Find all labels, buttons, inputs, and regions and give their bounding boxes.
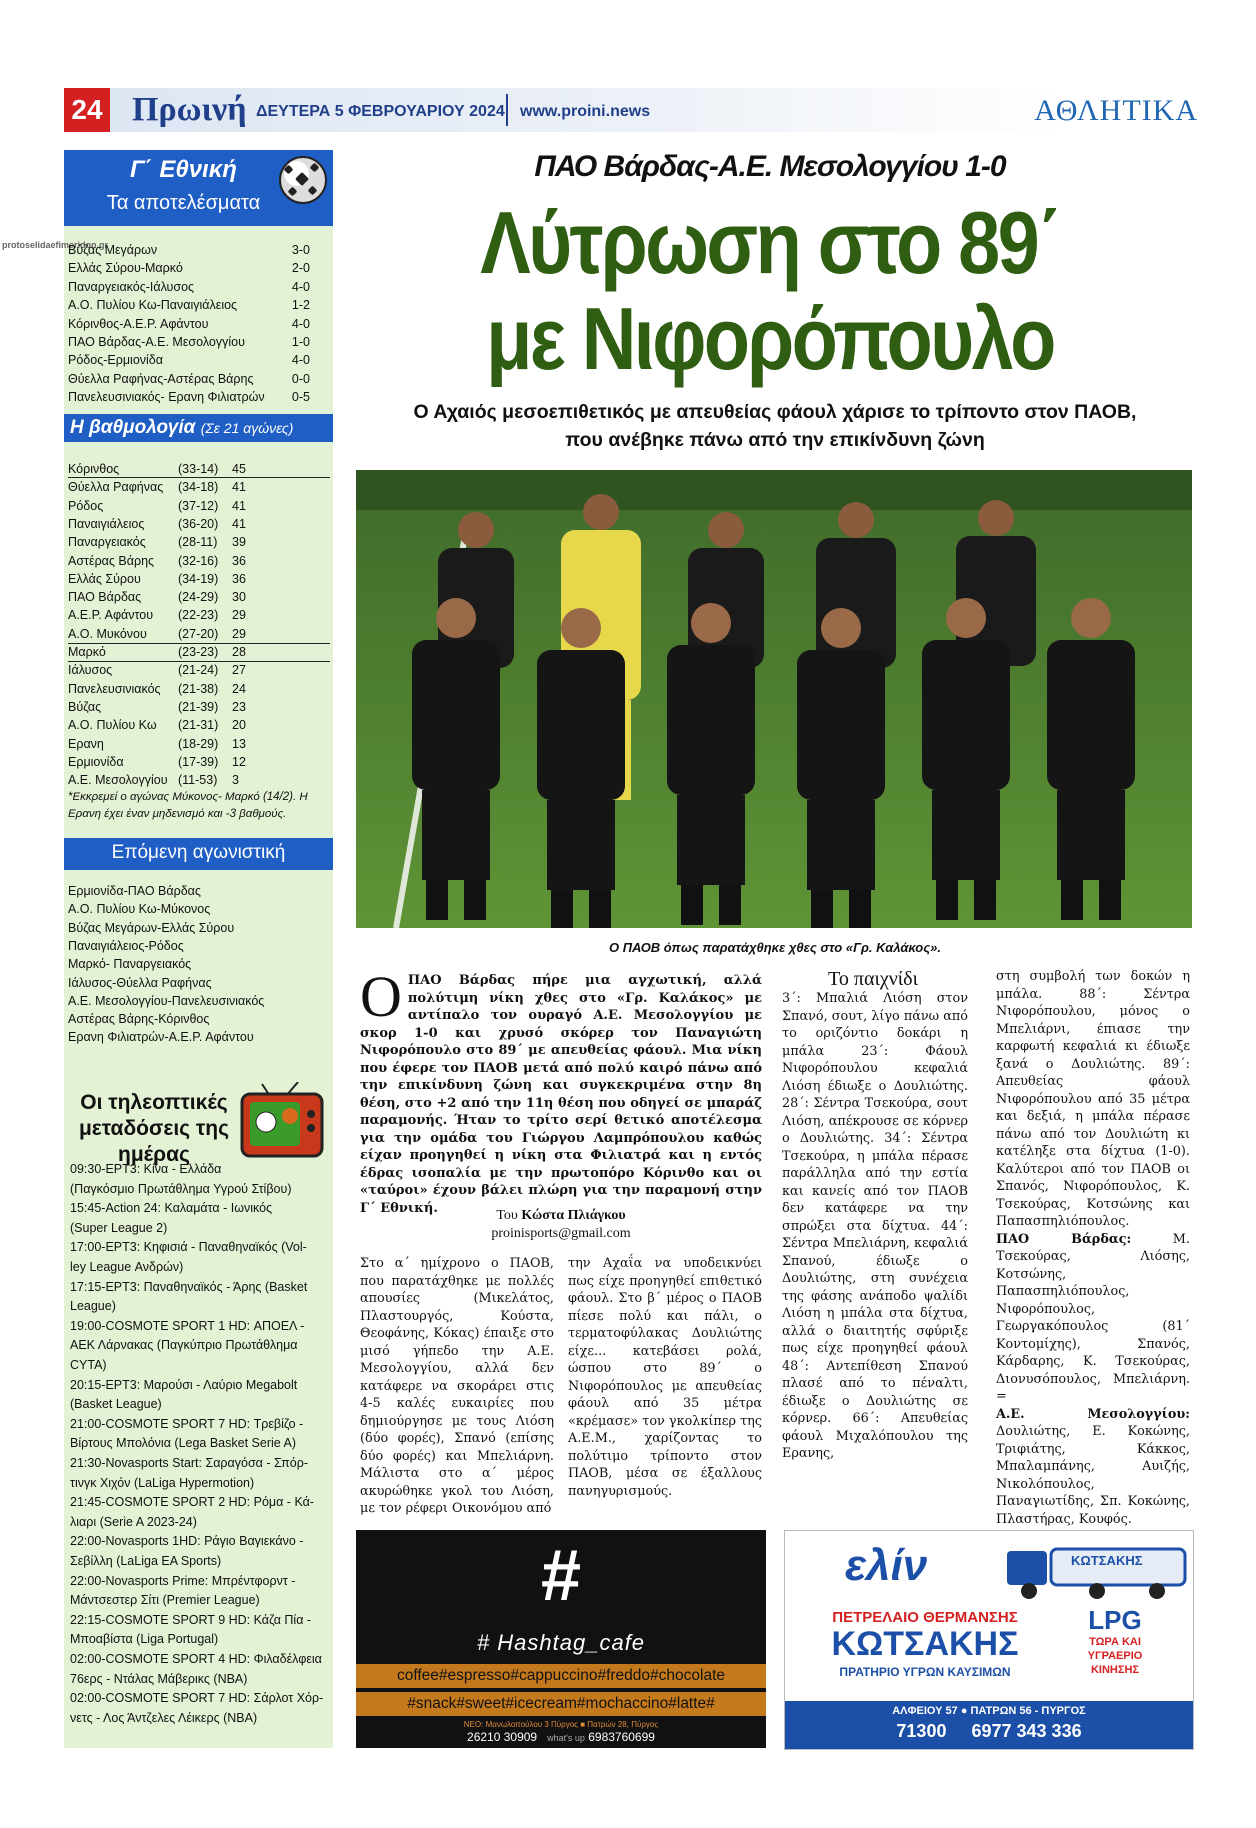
tv-listing-line: ΑΕΚ Λάρνακας (Παγκύπριο Πρωτάθλημα — [70, 1338, 298, 1353]
result-match: Α.Ο. Πυλίου Κω-Παναιγιάλειος — [68, 298, 238, 313]
subhead-line-2: που ανέβηκε πάνω από την επικίνδυνη ζώνη — [565, 429, 985, 451]
fuel-company: ΚΩΤΣΑΚΗΣ — [831, 1625, 1019, 1663]
next-round-title: Επόμενη αγωνιστική — [111, 842, 286, 863]
headline-line-2: με Νιφορόπουλο — [486, 289, 1054, 388]
body-column-2: την Αχαΐα να υποδεικνύει πως είχε προηγηθεί επιθετικό φάουλ. Στο β΄ μέρος ο ΠΑΟΒ πίεσε πολύ και πάλι, ο τερματοφύλακας Δουλιώτης είχε... κατεβάσει ρολά, ώσπου στο 89΄ ο Νιφορόπουλος με απευθείας φάουλ από 35 μέτρα «κρέμασε» τον γκολκίπερ της Α.Ε.Μ., χαρίζοντας το πολύτιμο τρίποντο στον ΠΑΟΒ, μέσα σε έξαλλους πανηγυρισμούς. — [568, 1256, 762, 1499]
team-points: 36 — [232, 571, 246, 586]
fuel-phone-1: 71300 — [896, 1721, 947, 1741]
byline-author: Κώστα Πλιάγκου — [521, 1208, 626, 1223]
fuel-phone-2: 6977 343 336 — [971, 1721, 1082, 1741]
fixture-item: Α.Ε. Μεσολογγίου-Πανελευσινιακός — [68, 993, 265, 1008]
team-points: 45 — [232, 462, 246, 476]
team-points: 27 — [232, 663, 246, 678]
team-points: 12 — [232, 754, 246, 769]
fixture-item: Ερμιονίδα-ΠΑΟ Βάρδας — [68, 884, 201, 898]
goal-record: (34-19) — [178, 571, 219, 586]
league-header — [64, 150, 333, 226]
team-points: 13 — [232, 736, 246, 751]
standings-divider — [68, 661, 330, 662]
result-row — [68, 241, 310, 259]
newspaper-brand: Πρωινή — [132, 91, 247, 128]
result-match: Θύελλα Ραφήνας-Αστέρας Βάρης — [68, 371, 254, 386]
goal-record: (28-11) — [178, 535, 218, 550]
article-subhead — [370, 398, 1180, 454]
lineup-away-label: Α.Ε. Μεσολογγίου: — [996, 1406, 1190, 1422]
tv-listing-line: Βίρτους Μπολόνια (Lega Basket Serie A) — [70, 1436, 297, 1451]
tv-title: Οι τηλεοπτικές μεταδόσεις της ημέρας — [78, 1091, 230, 1166]
goal-record: (21-31) — [178, 718, 219, 733]
result-score: 2-0 — [291, 261, 310, 276]
result-match: ΠΑΟ Βάρδας-Α.Ε. Μεσολογγίου — [68, 335, 245, 349]
result-row — [68, 351, 310, 369]
goal-record: (36-20) — [178, 516, 219, 531]
cafe-name: # Hashtag_cafe — [476, 1630, 646, 1655]
standings-divider — [68, 643, 330, 644]
goal-record: (33-14) — [178, 462, 219, 476]
team-name: Αστέρας Βάρης — [68, 553, 155, 568]
cafe-mobile-label: what's up — [547, 1733, 585, 1743]
team-points: 41 — [232, 498, 246, 513]
team-name: Βύζας — [68, 699, 102, 714]
lineup-home-label: ΠΑΟ Βάρδας: — [996, 1231, 1132, 1247]
tv-listing-line: (Basket League) — [70, 1397, 162, 1412]
team-points: 20 — [232, 718, 246, 733]
team-points: 41 — [232, 516, 246, 531]
team-points: 23 — [232, 699, 246, 714]
page-number: 24 — [64, 88, 110, 132]
team-name: Πανελευσινιακός — [68, 681, 161, 696]
result-score: 1-0 — [291, 335, 310, 349]
tv-listing-line: League) — [70, 1299, 116, 1314]
tv-listing-line: 19:00-COSMOTE SPORT 1 HD: ΑΠΟΕΛ - — [70, 1318, 305, 1333]
goal-record: (11-53) — [178, 773, 218, 788]
result-match: Ρόδος-Ερμιονίδα — [68, 353, 163, 368]
drop-cap: Ο — [360, 964, 402, 1029]
tv-listing-line: Μάντσεστερ Σίτι (Premier League) — [70, 1593, 260, 1608]
game-section-title: Το παιχνίδι — [828, 968, 918, 990]
section-title: ΑΘΛΗΤΙΚΑ — [1034, 94, 1198, 127]
team-name: Ερανη — [68, 736, 104, 751]
game-column-continued — [996, 968, 1190, 1528]
team-photo — [356, 470, 1192, 928]
article-headline — [417, 195, 1122, 387]
fuel-tagline: ΠΕΤΡΕΛΑΙΟ ΘΕΡΜΑΝΣΗΣ — [832, 1609, 1018, 1626]
headline-line-1: Λύτρωση στο 89΄ — [480, 193, 1060, 292]
tv-listing-line: λιαρι (Serie A 2023-24) — [70, 1514, 197, 1529]
team-points: 41 — [232, 480, 246, 495]
standings-header — [64, 414, 333, 442]
result-row — [68, 370, 310, 388]
tv-icon — [240, 1082, 328, 1160]
goal-record: (24-29) — [178, 590, 219, 605]
result-match: Παναργειακός-Ιάλυσος — [68, 279, 195, 294]
goal-record: (34-18) — [178, 480, 219, 495]
page-header — [64, 88, 1198, 132]
team-name: ΠΑΟ Βάρδας — [68, 590, 142, 605]
result-row — [68, 259, 310, 277]
fuel-address: ΑΛΦΕΙΟΥ 57 ● ΠΑΤΡΩΝ 56 - ΠΥΡΓΟΣ — [892, 1705, 1086, 1717]
goal-record: (37-12) — [178, 498, 219, 513]
standings-note: *Εκκρεμεί ο αγώνας Μύκονος- Μαρκό (14/2). Η Ερανη έχει έναν μηδενισμό και -3 βαθμούς. — [68, 791, 308, 820]
result-score: 4-0 — [291, 353, 310, 368]
byline-prefix: Του — [496, 1208, 522, 1223]
result-row — [68, 296, 310, 314]
goal-record: (22-23) — [178, 608, 219, 623]
tv-listing-line: 17:00-ΕΡΤ3: Κηφισιά - Παναθηναϊκός (Vol- — [70, 1240, 307, 1255]
lpg-subtitle: ΤΩΡΑ ΚΑΙ ΥΓΡΑΕΡΙΟ ΚΙΝΗΣΗΣ — [1087, 1636, 1143, 1676]
game-text-cont: στη συμβολή των δοκών η μπάλα. 88΄: Σέντρα Νιφορόπουλου, μόνος ο Μπελιάρνι, έπιασε την καρφωτή κεφαλιά κι έδιωξε ξανά ο Δουλιώτης. 89΄: Απευθείας φάουλ Νιφορόπουλου από 35 μέτρα και δεξιά, η μπάλα πέρασε πάνω από τον Δουλιώτη κι κατέληξε στα δίχτυα (1-0). Καλύτεροι από τον ΠΑΟΒ οι Σπανός, Νιφορόπουλος, Κ. Τσεκούρας, Κοτσώνης και Παπασπηλιόπουλος. — [996, 969, 1190, 1229]
cafe-address: ΝΕΟ: Μανωλοπούλου 3 Πύργος ■ Πατρών 28, Πύργος — [463, 1720, 659, 1729]
team-name: Ερμιονίδα — [68, 754, 124, 769]
tv-listing-line: Μποαβίστα (Liga Portugal) — [70, 1632, 219, 1647]
cafe-menu-line-2: #snack#sweet#icecream#mochaccino#latte# — [356, 1692, 766, 1716]
team-name: Α.Ο. Πυλίου Κω — [68, 718, 157, 733]
lpg-label: LPG — [1088, 1605, 1142, 1635]
article-lede — [360, 964, 762, 1217]
subhead-line-1: Ο Αχαιός μεσοεπιθετικός με απευθείας φάουλ χάρισε το τρίποντο στον ΠΑΟΒ, — [413, 401, 1137, 423]
body-column-1: Στο α΄ ημίχρονο ο ΠΑΟΒ, που παρατάχθηκε με πολλές απουσίες (Μικελάτος, Πλαστουργός, Κούστα, Θεοφάνης, Κόκας) έπαιξε στο μισό γήπεδο την Α.Ε. Μεσολογγίου, αλλά δεν κατάφερε να σκοράρει στις 4-5 καλές ευκαιρίες που δημιούργησε με τους Λιόση (δύο φορές), Σπανό (επίσης δύο φορές) και Μπελιάρνη. Μάλιστα στο α΄ μέρος ακυρώθηκε γκολ του Λιόση, με τον ρέφερι Οικονόμου από — [360, 1256, 554, 1516]
issue-date: ΔΕΥΤΕΡΑ 5 ΦΕΒΡΟΥΑΡΙΟΥ 2024 — [256, 103, 505, 120]
fixture-item: Ιάλυσος-Θύελλα Ραφήνας — [68, 975, 212, 990]
tv-listing-line: ley League Ανδρών) — [70, 1260, 184, 1274]
tv-listing-line: νετς - Λος Άντζελες Λέικερς (NBA) — [70, 1710, 258, 1725]
game-column: 3΄: Μπαλιά Λιόση στον Σπανό, σουτ, λίγο πάνω από το οριζόντιο δοκάρι η μπάλα 23΄: Φάουλ Νιφορόπουλου κεφαλιά Λιόση έδιωξε ο Δουλιώτης. 28΄: Σέντρα Τσεκούρα, σουτ Λιόση, απέκρουσε σε κόρνερ ο Δουλιώτης. 34΄: Σέντρα Τσεκούρα, η μπάλα πέρασε παράλληλα από την εστία και κανείς από τον ΠΑΟΒ δεν κατάφερε να την σπρώξει στα δίχτυα. 44΄: Σέντρα Μπελιάρνη, κεφαλιά Σπανού, έδιωξε ο Δουλιώτης, στη συνέχεια της φάσης ανάποδο ψαλίδι Λιόση η μπάλα στα δίχτυα, αλλά ο διαιτητής σφύριξε πως είχε προηγηθεί φάουλ 48΄: Αντεπίθεση Σπανού πλασέ από το πέναλτι, έδιωξε ο Δουλιώτης σε κόρνερ. 66΄: Απευθείας φάουλ Μιχαλόπουλου της Ερανης, — [782, 991, 968, 1461]
standings-title: Η βαθμολογία — [70, 417, 196, 438]
cafe-mobile: 6983760699 — [588, 1730, 655, 1744]
result-match: Ελλάς Σύρου-Μαρκό — [68, 261, 183, 276]
article-kicker: ΠΑΟ Βάρδας-Α.Ε. Μεσολογγίου 1-0 — [534, 150, 1006, 183]
result-match: Πανελευσινιακός- Ερανη Φιλιατρών — [68, 390, 265, 405]
team-name: Α.Ε. Μεσολογγίου — [68, 773, 168, 788]
lineup-away: Δουλιώτης, Ε. Κοκώνης, Τριφιάτης, Κάκκος, Μπαλαμπάνης, Αυιζής, Νικολόπουλος, Παναγιωτίδης, Σπ. Κοκώνης, Πλαστήρας, Κουφός. — [996, 1424, 1190, 1527]
goal-record: (32-16) — [178, 553, 219, 568]
tv-listing-line: τινγκ Χιχόν (LaLiga Hypermotion) — [70, 1475, 255, 1490]
tv-listing-line: 22:00-Novasports Prime: Μπρέντφορντ - — [70, 1573, 296, 1588]
goal-record: (23-23) — [178, 645, 219, 659]
result-row — [68, 333, 310, 351]
fixture-item: Αστέρας Βάρης-Κόρινθος — [68, 1012, 210, 1027]
goal-record: (21-39) — [178, 699, 219, 714]
league-title: Γ΄ Εθνική — [130, 156, 237, 183]
result-match: Βύζας Μεγάρων — [68, 243, 158, 257]
team-points: 29 — [232, 626, 246, 641]
fixture-item: Μαρκό- Παναργειακός — [68, 957, 192, 972]
team-name: Κόρινθος — [68, 462, 120, 476]
tv-listing-line: (Super League 2) — [70, 1220, 168, 1235]
team-points: 36 — [232, 553, 246, 568]
tv-listing-line: Σεβίλλη (LaLiga EA Sports) — [70, 1554, 222, 1568]
team-points: 39 — [232, 535, 246, 550]
tv-listing-line: 21:00-COSMOTE SPORT 7 HD: Τρεβίζο - — [70, 1416, 304, 1431]
team-points: 29 — [232, 608, 246, 623]
team-name: Α.Ο. Μυκόνου — [68, 626, 147, 641]
results-title: Τα αποτελέσματα — [106, 192, 261, 214]
fixture-item: Παναιγιάλειος-Ρόδος — [68, 938, 184, 953]
result-row — [68, 315, 310, 333]
result-score: 0-5 — [291, 390, 310, 405]
result-score: 1-2 — [291, 298, 310, 313]
lineup-home: Μ. Τσεκούρας, Λιόσης, Κοτσώνης, Παπασπηλιόπουλος, Νιφορόπουλος, Γεωργακόπουλος (81΄ Κοντομίχης), Σπανός, Κάρδαρης, Κ. Τσεκούρας, Διονυσόπουλος, Μπελιάρνη. = — [996, 1231, 1190, 1404]
tv-listing-line: 09:30-ΕΡΤ3: Κίνα - Ελλάδα — [70, 1162, 222, 1176]
team-name: Ιάλυσος — [68, 663, 113, 678]
tv-listing-line: 76ερς - Ντάλας Μάβερικς (NBA) — [70, 1671, 248, 1686]
fixture-item: Α.Ο. Πυλίου Κω-Μύκονος — [68, 902, 211, 917]
cafe-phone: 26210 30909 — [467, 1730, 538, 1744]
team-name: Παναιγιάλειος — [68, 516, 145, 531]
result-match: Κόρινθος-Α.Ε.Ρ. Αφάντου — [68, 316, 209, 331]
cafe-advert — [356, 1530, 766, 1748]
cafe-menu-line-1: coffee#espresso#cappuccino#freddo#chocolate — [356, 1664, 766, 1688]
team-name: Ρόδος — [68, 498, 104, 513]
result-row — [68, 278, 310, 296]
team-points: 28 — [232, 645, 246, 659]
team-name: Α.Ε.Ρ. Αφάντου — [68, 608, 154, 623]
fuel-subtitle: ΠΡΑΤΗΡΙΟ ΥΓΡΩΝ ΚΑΥΣΙΜΩΝ — [839, 1665, 1011, 1679]
fixture-item: Ερανη Φιλιατρών-Α.Ε.Ρ. Αφάντου — [68, 1030, 254, 1045]
tv-listing-line: 02:00-COSMOTE SPORT 7 HD: Σάρλοτ Χόρ- — [70, 1691, 324, 1706]
soccer-ball-icon — [279, 156, 327, 204]
goal-record: (21-24) — [178, 663, 219, 678]
fixture-item: Βύζας Μεγάρων-Ελλάς Σύρου — [68, 920, 235, 935]
result-score: 3-0 — [291, 243, 310, 257]
photo-caption: Ο ΠΑΟΒ όπως παρατάχθηκε χθες στο «Γρ. Καλάκος». — [609, 940, 941, 955]
truck-label: ΚΩΤΣΑΚΗΣ — [1071, 1553, 1143, 1568]
elin-logo: ελίν — [845, 1541, 928, 1590]
result-score: 4-0 — [291, 279, 310, 294]
result-score: 4-0 — [291, 316, 310, 331]
team-points: 24 — [232, 681, 246, 696]
goal-record: (21-38) — [178, 681, 219, 696]
tv-listing-line: 02:00-COSMOTE SPORT 4 HD: Φιλαδέλφεια — [70, 1652, 322, 1666]
team-points: 3 — [232, 773, 239, 788]
lede-text: ΠΑΟ Βάρδας πήρε μια αγχωτική, αλλά πολύτιμη νίκη χθες στο «Γρ. Καλάκος» με αντίπαλο τον ουραγό Α.Ε. Μεσολογγίου με σκορ 1-0 και χρυσό σκόρερ τον Παναγιώτη Νιφορόπουλο στο 89΄ με απευθείας φάουλ. Μια νίκη που έφερε τον ΠΑΟΒ μετά από πολύ καιρό πάνω από την επικίνδυνη ζώνη και συγκεκριμένα στην 8η θέση, στο +2 από την 11η θέση που οδηγεί σε μπαράζ παραμονής. Ήταν το τρίτο σερί θετικό αποτέλεσμα για την ομάδα του Γιώργου Λαμπρόπουλου καθώς είχαν προηγηθεί η νίκη στα Φιλιατρά και η εντός έδρας ισοπαλία με την πρωτοπόρο Κόρινθο και οι «ταύροι» έχουν βάλει πλώρη για την παραμονή στην Γ΄ Εθνική. — [360, 973, 762, 1216]
result-score: 0-0 — [291, 371, 310, 386]
byline — [360, 1207, 762, 1243]
goal-record: (27-20) — [178, 626, 219, 641]
hashtag-symbol: # — [540, 1536, 582, 1616]
watermark: protoselidaefimeridon.gr — [2, 240, 109, 250]
goal-record: (17-39) — [178, 754, 219, 769]
standings-subtitle: (Σε 21 αγώνες) — [200, 420, 294, 436]
header-divider — [506, 94, 508, 126]
team-name: Ελλάς Σύρου — [68, 571, 141, 586]
tv-listing-line: 21:30-Novasports Start: Σαραγόσα - Σπόρ- — [70, 1456, 309, 1470]
tv-listing-line: 22:00-Novasports 1HD: Ράγιο Βαγιεκάνο - — [70, 1534, 304, 1549]
next-round-header — [64, 838, 333, 870]
byline-email[interactable]: proinisports@gmail.com — [491, 1226, 631, 1241]
result-row — [68, 388, 310, 406]
team-points: 30 — [232, 590, 246, 605]
fuel-advert — [784, 1530, 1194, 1750]
tv-listing-line: 17:15-ΕΡΤ3: Παναθηναϊκός - Άρης (Basket — [70, 1279, 308, 1294]
team-name: Θύελλα Ραφήνας — [68, 480, 164, 495]
standings-divider — [68, 477, 330, 478]
tv-listing-line: 21:45-COSMOTE SPORT 2 HD: Ρόμα - Κά- — [70, 1495, 315, 1510]
tv-listing-line: (Παγκόσμιο Πρωτάθλημα Υγρού Στίβου) — [70, 1181, 292, 1196]
website-link[interactable]: www.proini.news — [520, 103, 651, 120]
goal-record: (18-29) — [178, 736, 219, 751]
team-name: Μαρκό — [68, 645, 106, 659]
tv-listing-line: 15:45-Action 24: Καλαμάτα - Ιωνικός — [70, 1201, 273, 1216]
tv-listing-line: 20:15-ΕΡΤ3: Μαρούσι - Λαύριο Megabolt — [70, 1377, 298, 1392]
team-name: Παναργειακός — [68, 535, 146, 550]
tv-listing-line: CYTA) — [70, 1358, 107, 1372]
tv-listing-line: 22:15-COSMOTE SPORT 9 HD: Κάζα Πία - — [70, 1612, 312, 1627]
